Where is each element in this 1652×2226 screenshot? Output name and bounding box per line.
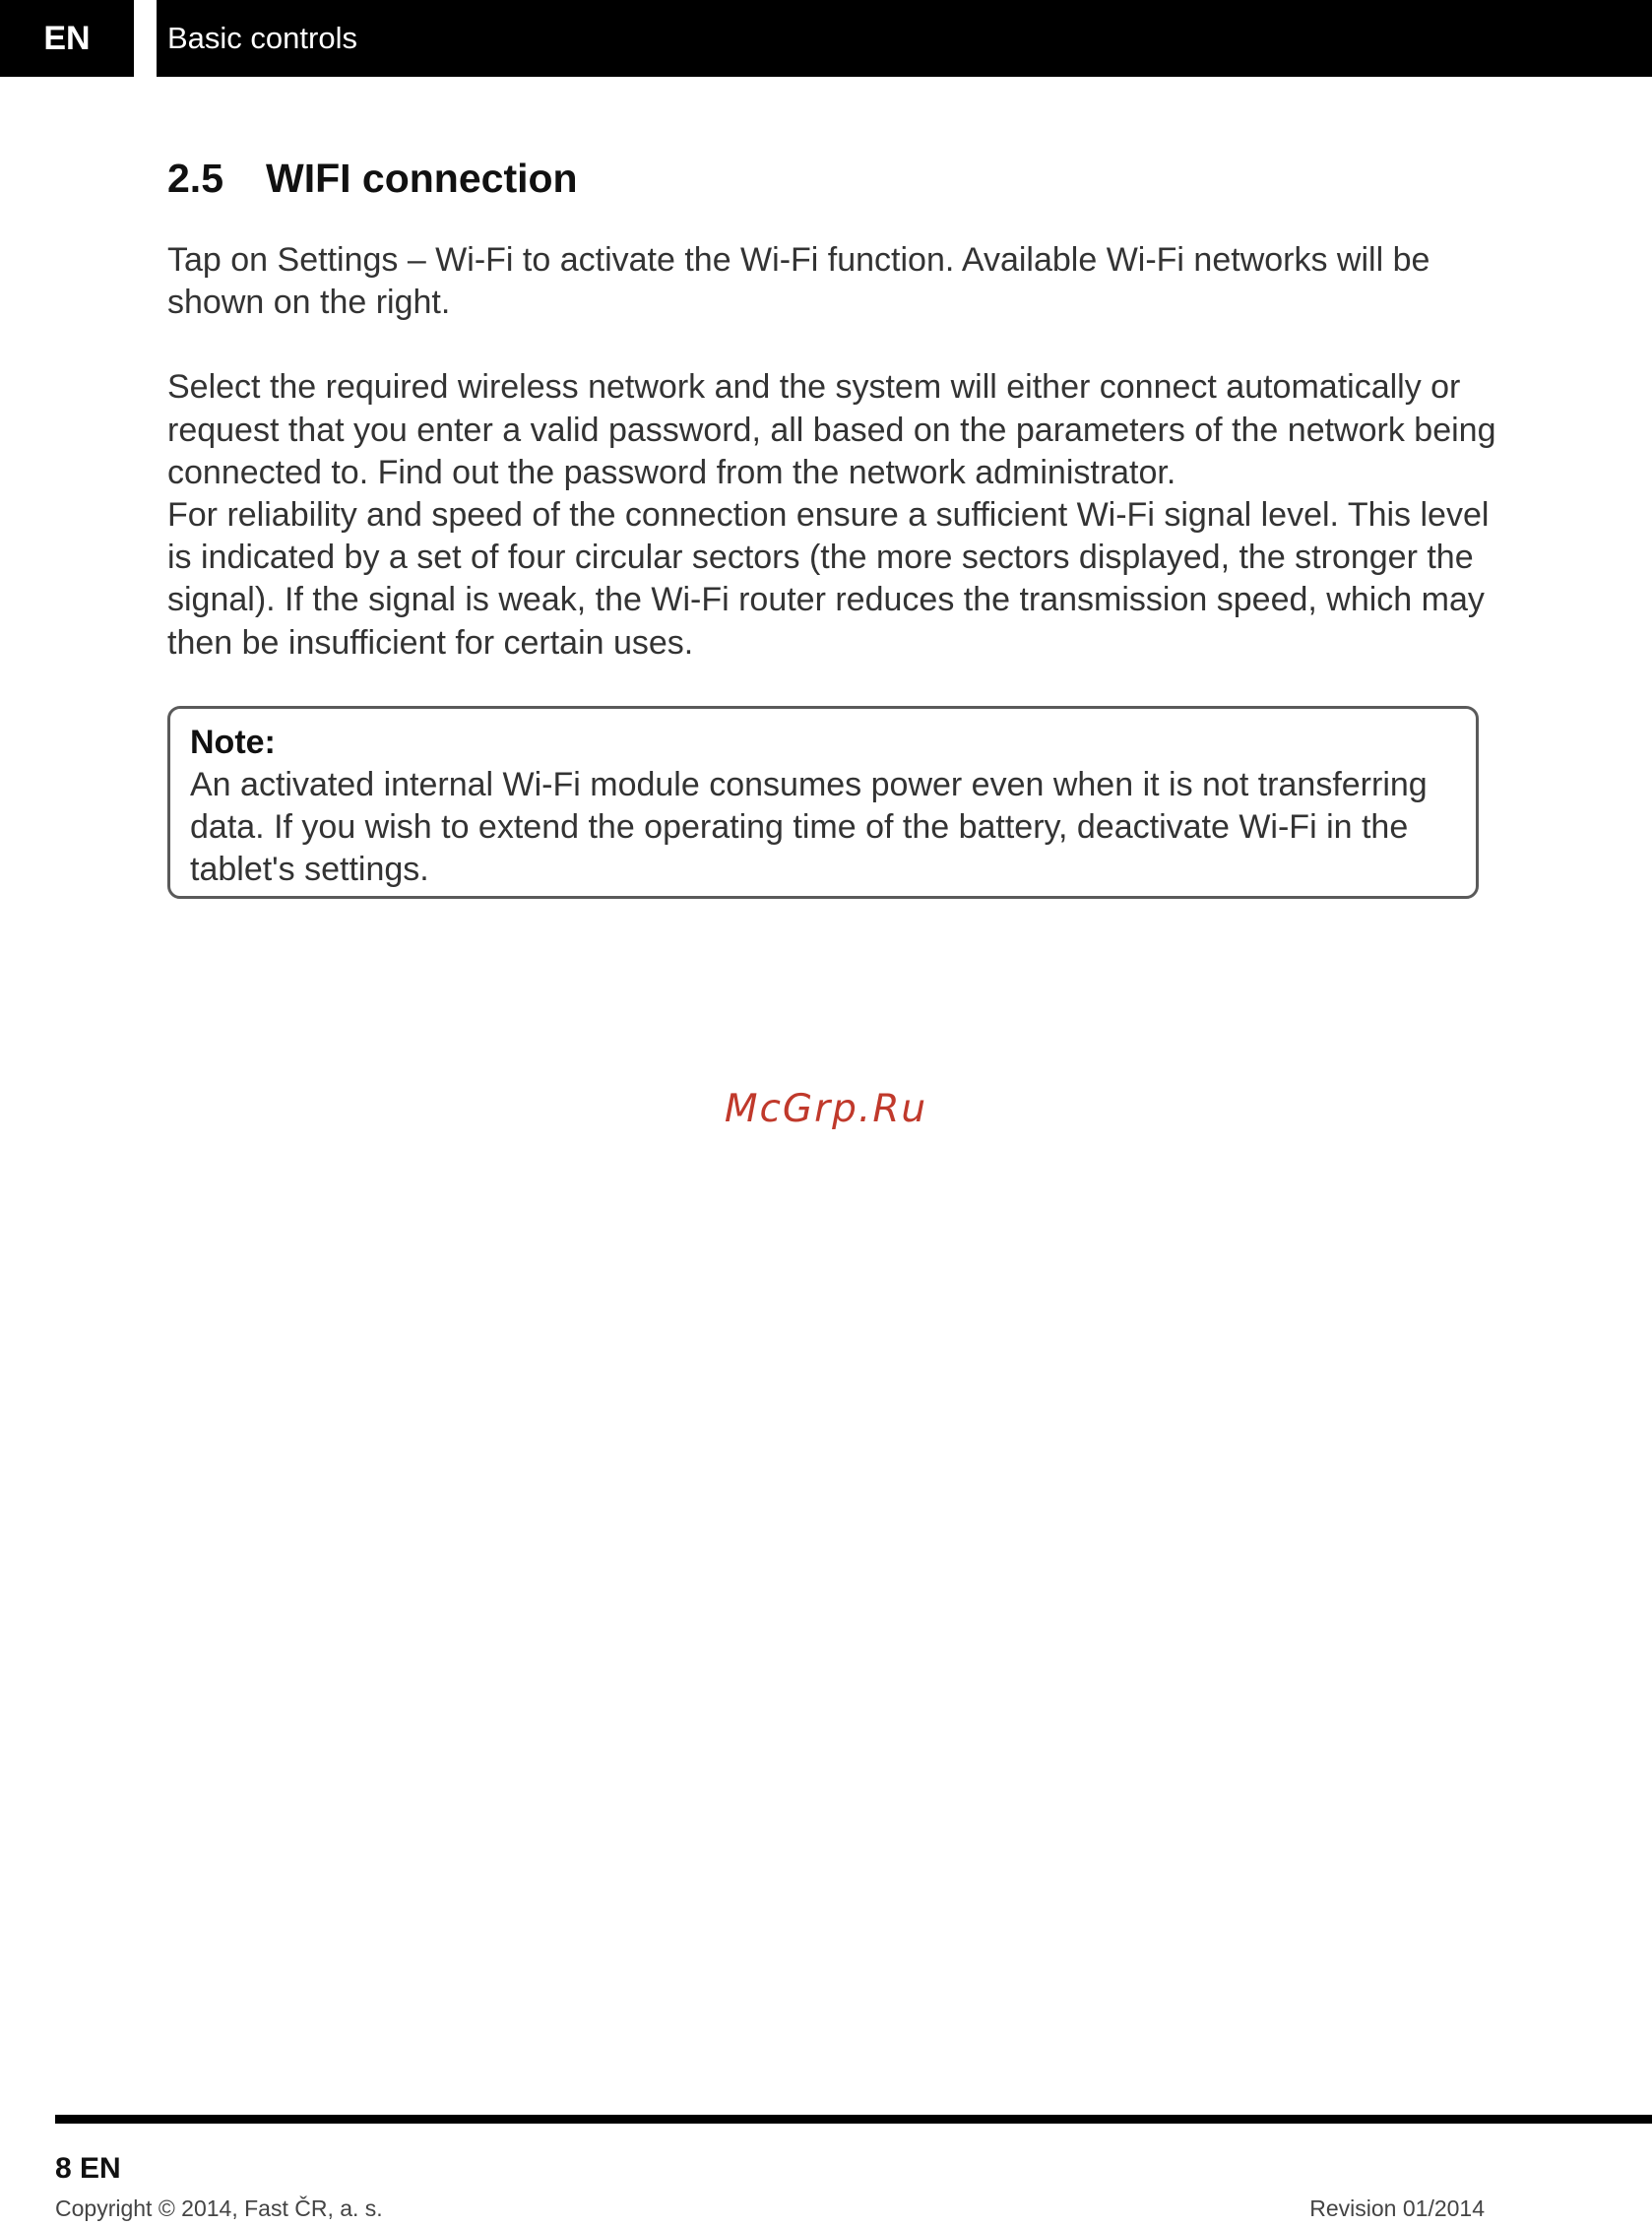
paragraph-gap <box>167 324 1496 366</box>
page-number: 8 EN <box>55 2152 121 2185</box>
heading-number: 2.5 <box>167 156 223 201</box>
paragraph: Tap on Settings – Wi-Fi to activate the Wi-Fi function. Available Wi-Fi networks will be shown on the right. <box>167 241 1430 322</box>
note-box <box>167 706 1479 899</box>
footer-rule <box>55 2115 1652 2124</box>
section-title: Basic controls <box>167 21 357 55</box>
copyright: Copyright © 2014, Fast ČR, a. s. <box>55 2195 383 2221</box>
note-text: An activated internal Wi-Fi module consumes power even when it is not transferring data. If you wish to extend the operating time of the battery, deactivate Wi-Fi in the tablet's settings. <box>190 766 1428 889</box>
header-divider <box>134 0 157 77</box>
paragraph: Select the required wireless network and the system will either connect automatically or request that you enter a valid password, all based on the parameters of the network being connected to. Find out the password from the network administrator. <box>167 368 1496 491</box>
language-tab: EN <box>0 0 134 77</box>
paragraph: For reliability and speed of the connection ensure a sufficient Wi-Fi signal level. This level is indicated by a set of four circular sectors (the more sectors displayed, the stronger the signal). If the signal is weak, the Wi-Fi router reduces the transmission speed, which may then be insufficient for certain uses. <box>167 496 1490 662</box>
revision: Revision 01/2014 <box>1309 2195 1485 2221</box>
note-title: Note: <box>190 724 276 761</box>
heading-title: WIFI connection <box>266 156 578 201</box>
body-text <box>167 239 1496 665</box>
watermark: McGrp.Ru <box>724 1087 928 1131</box>
page-heading <box>167 156 578 202</box>
